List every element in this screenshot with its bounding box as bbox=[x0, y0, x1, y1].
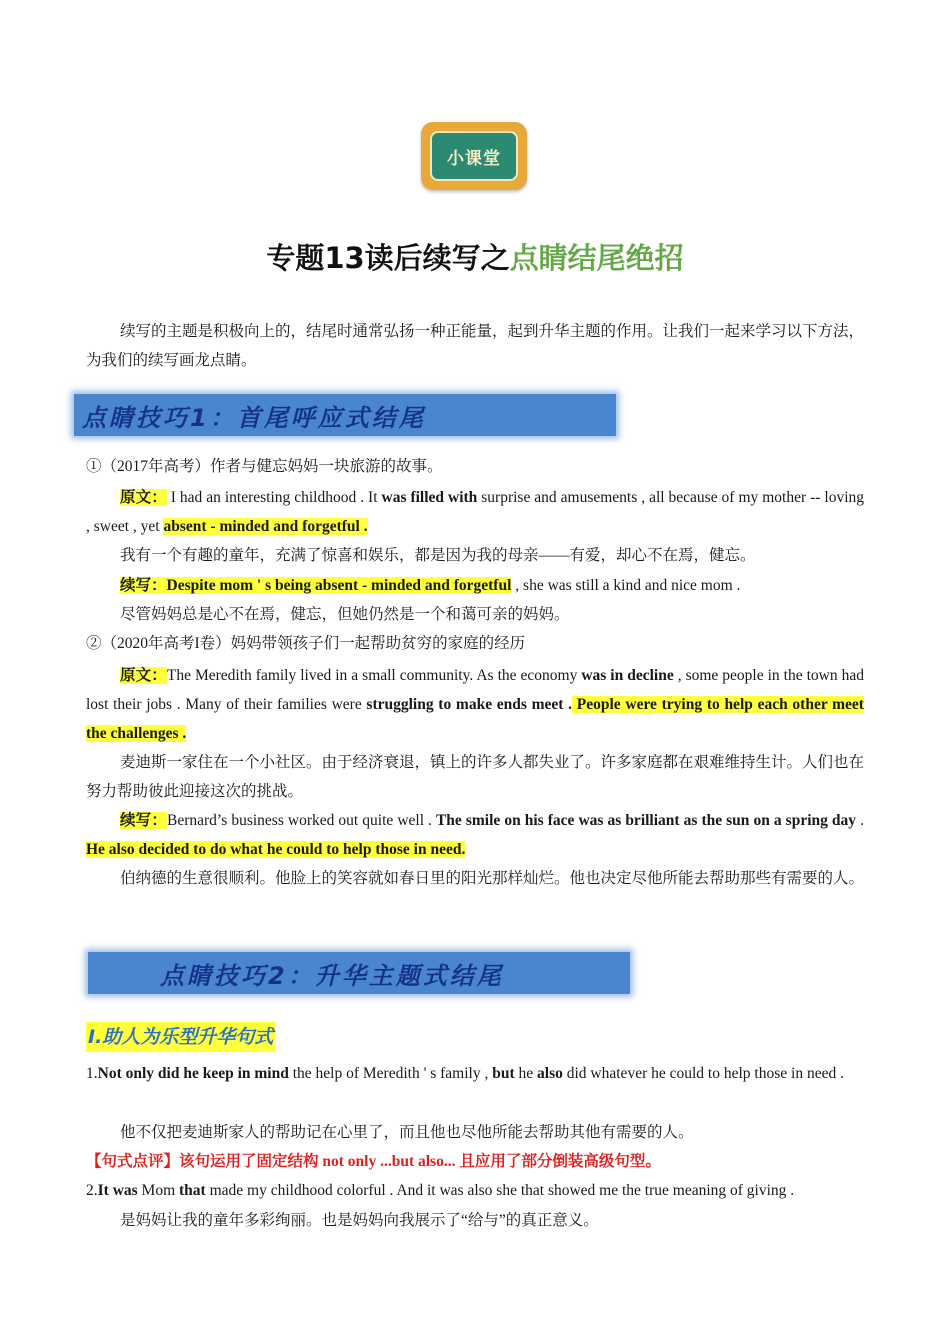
example2-continuation: 续写：Bernard’s business worked out quite well . The smile on his face was as brilliant as the sun on a spring day . He also decided to do what he could to help those in need. bbox=[86, 812, 864, 858]
highlight-phrase: People were trying to help each other meet the challenges . bbox=[86, 696, 864, 742]
example2-original-translation: 麦迪斯一家住在一个小社区。由于经济衰退，镇上的许多人都失业了。许多家庭都在艰难维持生计。人们也在努力帮助彼此迎接这次的挑战。 bbox=[86, 754, 865, 800]
item1-sentence: 1.Not only did he keep in mind the help of Meredith ' s family , but he also did whatever he could to help those in need . bbox=[86, 1065, 844, 1082]
example2-original: 原文：The Meredith family lived in a small community. As the economy was in decline , some people in the town had lost their jobs . Many of their families were struggling to make ends meet . People were trying to help each other meet the challenges . bbox=[86, 667, 864, 742]
original-label: 原文： bbox=[120, 667, 167, 684]
logo-badge bbox=[421, 122, 527, 190]
example1-original: 原文： I had an interesting childhood . It was filled with surprise and amusements , all because of my mother -- loving , sweet , yet absent - minded and forgetful . bbox=[86, 489, 864, 535]
example1-continuation: 续写：Despite mom ' s being absent - minded and forgetful , she was still a kind and nice mom . bbox=[120, 577, 741, 594]
highlight-phrase: Despite mom ' s being absent - minded and forgetful bbox=[166, 577, 512, 594]
section1-banner-text: 点睛技巧1：首尾呼应式结尾 bbox=[82, 403, 426, 432]
example1-continuation-translation: 尽管妈妈总是心不在焉，健忘，但她仍然是一个和蔼可亲的妈妈。 bbox=[120, 606, 570, 623]
item1-translation: 他不仅把麦迪斯家人的帮助记在心里了，而且他也尽他所能去帮助其他有需要的人。 bbox=[120, 1124, 694, 1141]
section2-banner bbox=[88, 952, 630, 994]
logo-text: 小课堂 bbox=[447, 148, 501, 169]
item1-comment: 【句式点评】该句运用了固定结构 not only ...but also... 且应用了部分倒装高级句型。 bbox=[86, 1153, 661, 1170]
logo-board bbox=[430, 131, 518, 181]
example1-original-translation: 我有一个有趣的童年，充满了惊喜和娱乐，都是因为我的母亲——有爱，却心不在焉，健忘。 bbox=[120, 547, 756, 564]
example2-heading: ②（2020年高考I卷）妈妈带领孩子们一起帮助贫穷的家庭的经历 bbox=[86, 635, 526, 652]
highlight-phrase: absent - minded and forgetful . bbox=[163, 518, 368, 535]
highlight-phrase: He also decided to do what he could to help those in need. bbox=[86, 841, 466, 858]
item2-translation: 是妈妈让我的童年多彩绚丽。也是妈妈向我展示了“给与”的真正意义。 bbox=[120, 1212, 599, 1229]
section2-subheading: I.助人为乐型升华句式 bbox=[86, 1022, 275, 1052]
section1-banner bbox=[74, 394, 616, 436]
item2-sentence: 2.It was Mom that made my childhood colorful . And it was also she that showed me the true meaning of giving . bbox=[86, 1182, 795, 1199]
section2-banner-text: 点睛技巧2：升华主题式结尾 bbox=[160, 961, 504, 990]
title-main: 专题13读后续写之 bbox=[266, 241, 510, 275]
example2-continuation-translation: 伯纳德的生意很顺利。他脸上的笑容就如春日里的阳光那样灿烂。他也决定尽他所能去帮助那些有需要的人。 bbox=[120, 870, 865, 887]
example1-heading: ①（2017年高考）作者与健忘妈妈一块旅游的故事。 bbox=[86, 458, 443, 475]
continuation-label: 续写： bbox=[120, 577, 167, 594]
page-title bbox=[0, 236, 950, 277]
continuation-label: 续写： bbox=[120, 812, 168, 829]
original-label: 原文： bbox=[120, 489, 167, 506]
intro-paragraph: 续写的主题是积极向上的，结尾时通常弘扬一种正能量，起到升华主题的作用。让我们一起来学习以下方法，为我们的续写画龙点睛。 bbox=[86, 323, 865, 369]
title-highlight: 点睛结尾绝招 bbox=[509, 241, 684, 275]
